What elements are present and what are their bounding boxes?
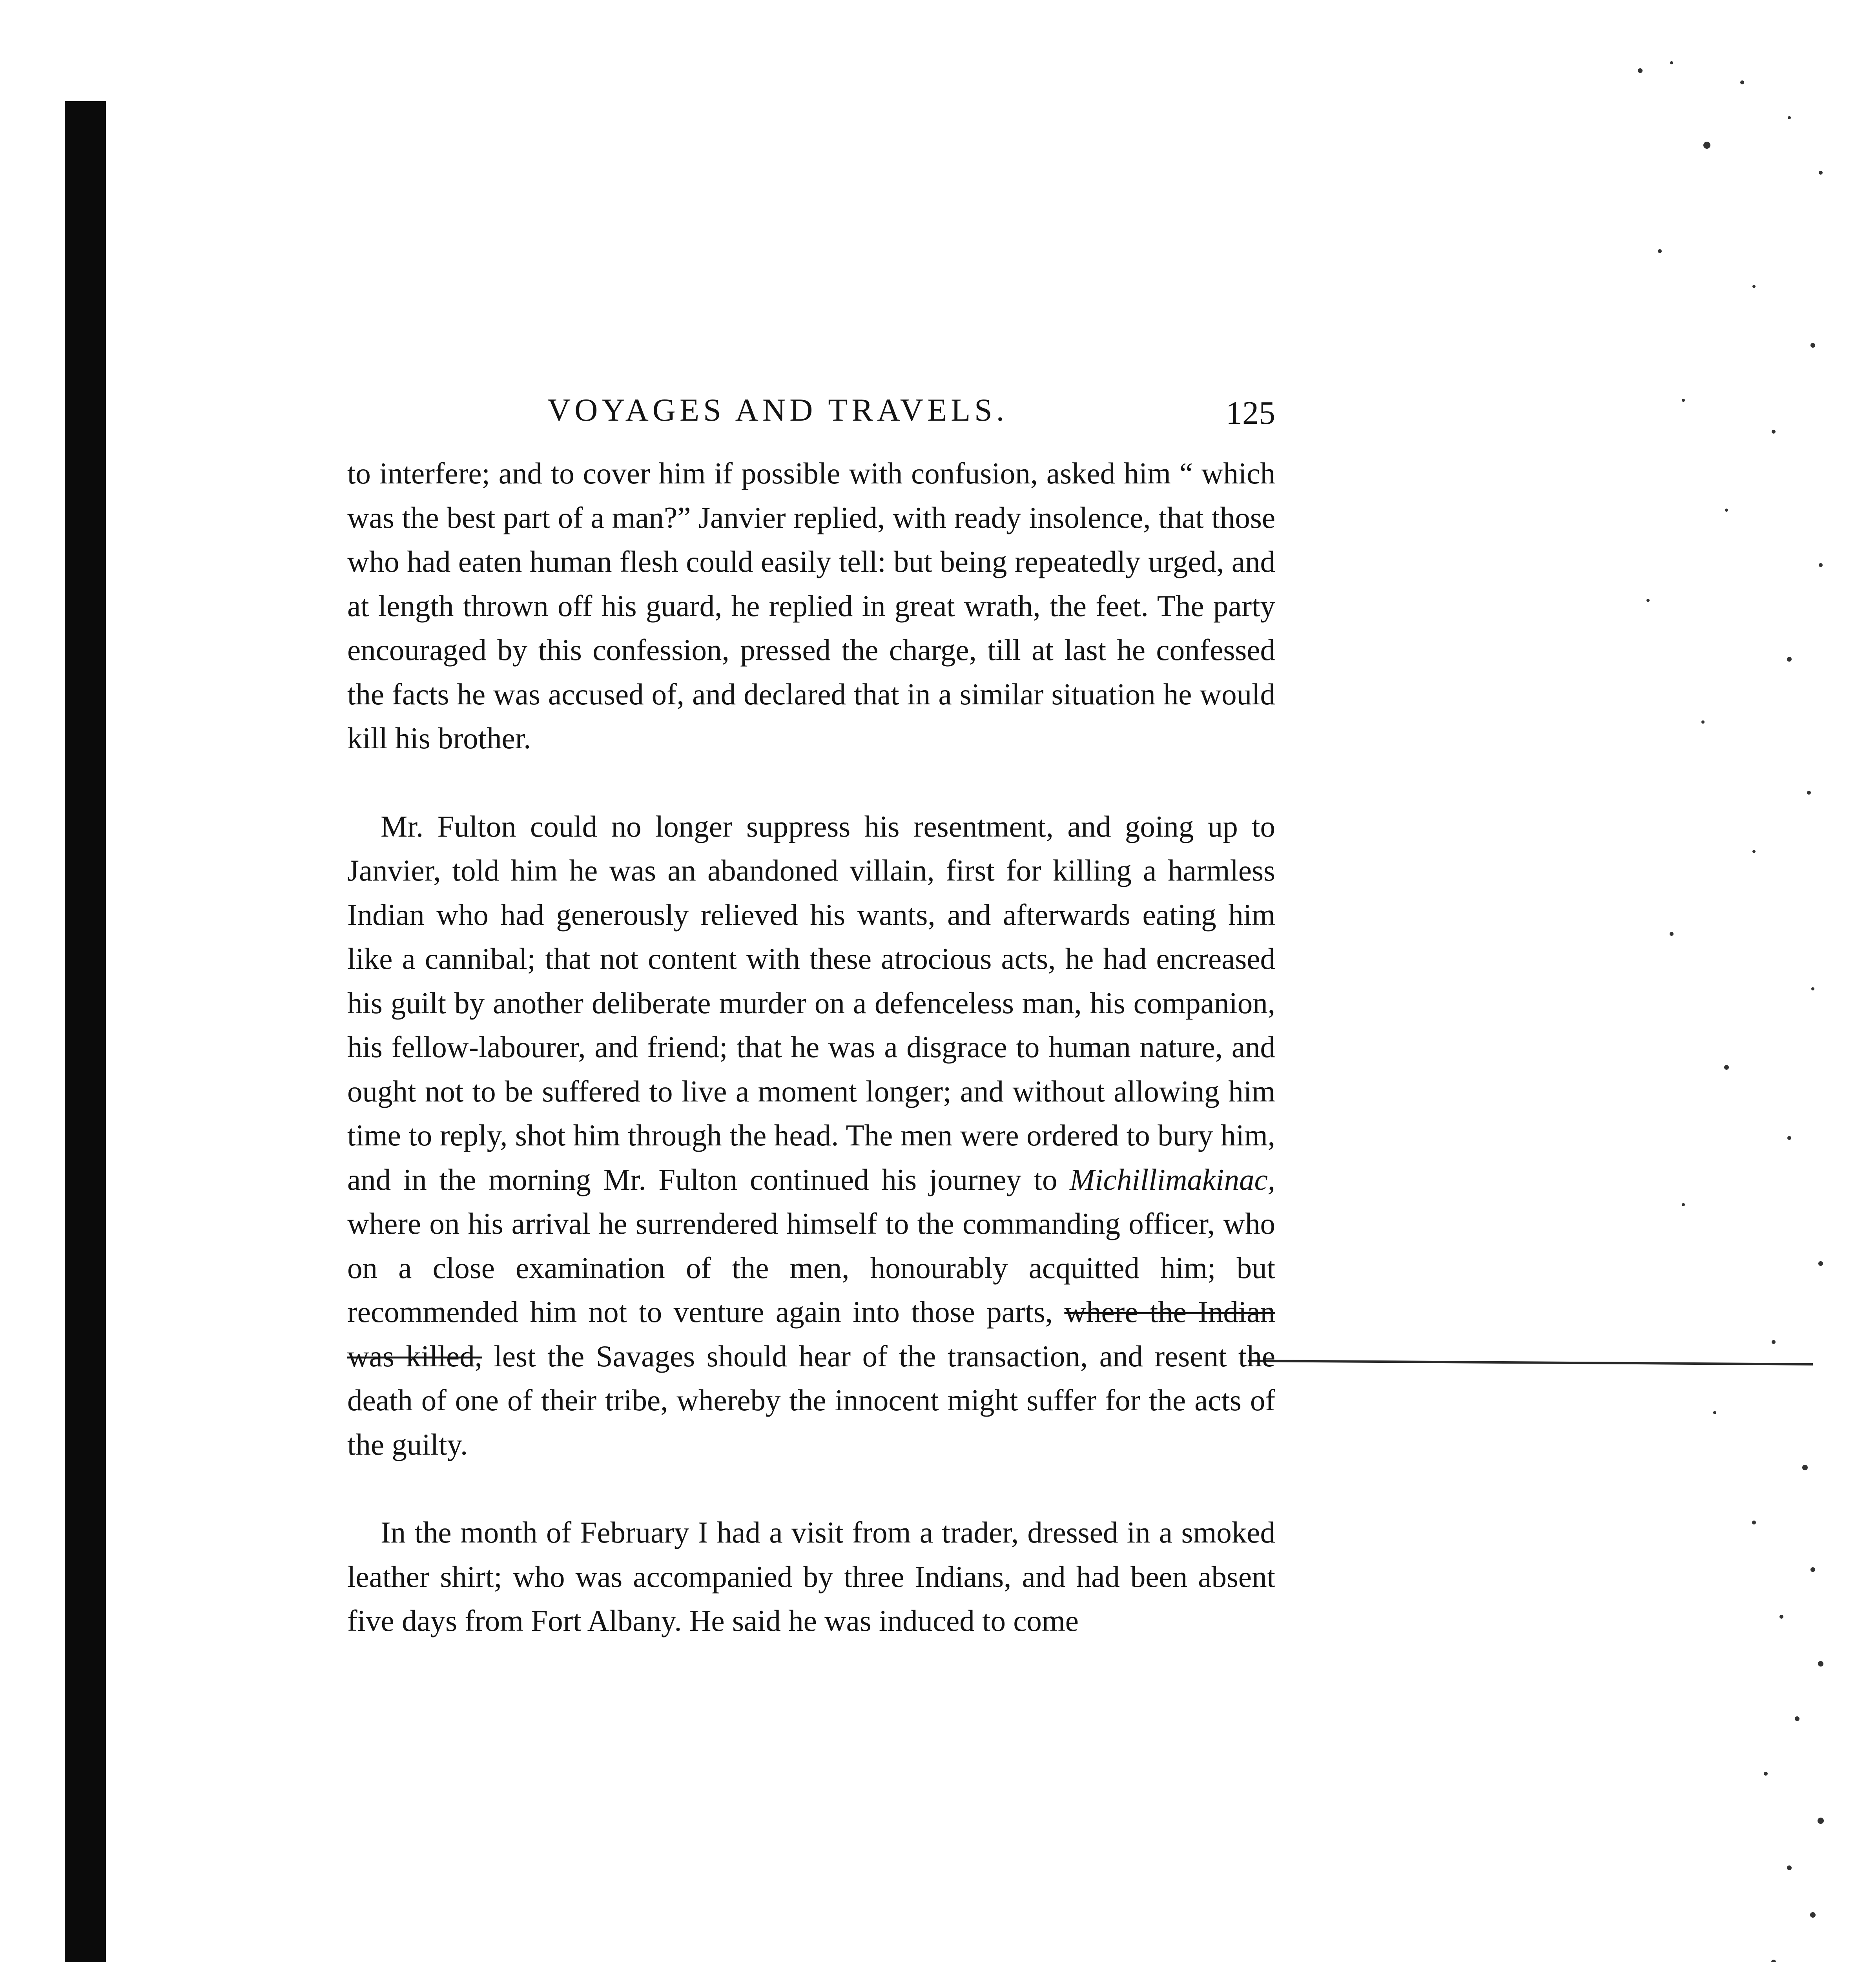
place-name-italic: Michillimakinac, (1070, 1162, 1275, 1196)
paragraph-text: Mr. Fulton could no longer suppress his resentment, and going up to Janvier, told him he was an abandoned villain, first for killing a harmless Indian who had generously relieved his wants, and afterwards eating him like a cannibal; that not content with these atrocious acts, he had encreased his guilt by another deliberate murder on a defenceless man, his companion, his fellow-labourer, and friend; that he was a disgrace to human nature, and ought not to be suffered to live a moment longer; and without allowing him time to reply, shot him through the head. The men were ordered to bury him, and in the morning Mr. Fulton continued his journey to (347, 809, 1275, 1196)
paragraph-continuation (347, 451, 1275, 760)
paragraph-text: lest the Savages should hear of the transaction, and resent the death of one of their tribe, whereby the innocent might suffer for the acts of the guilty. (347, 1339, 1275, 1461)
paragraph-february-visit (347, 1510, 1275, 1643)
paragraph-text: to interfere; and to cover him if possible with confusion, asked him “ which was the best part of a man?” Janvier replied, with ready insolence, that those who had eaten human flesh could easily tell: but being repeatedly urged, and at length thrown off his guard, he replied in great wrath, the feet. The party encouraged by this confession, pressed the charge, till at last he confessed the facts he was accused of, and declared that in a similar situation he would kill his brother. (347, 456, 1275, 755)
scan-noise-marks (1624, 47, 1844, 1962)
paragraph-text: where on his arrival he surrendered himself to the commanding officer, who on a close examination of the men, honourably acquitted him; but recommended him not to venture again into those parts, (347, 1207, 1275, 1329)
struck-through-text: where the Indian was killed, (347, 1295, 1275, 1373)
page-header (347, 387, 1275, 441)
running-title: VOYAGES AND TRAVELS. (547, 392, 1008, 428)
paragraph-text: In the month of February I had a visit from a trader, dressed in a smoked leather shirt; who was accompanied by three Indians, and had been absent five days from Fort Albany. He said he was induced to come (347, 1515, 1275, 1637)
page-number: 125 (1226, 395, 1275, 431)
body-text (347, 451, 1275, 1643)
binding-shadow (65, 101, 106, 1962)
paragraph-fulton (347, 804, 1275, 1467)
